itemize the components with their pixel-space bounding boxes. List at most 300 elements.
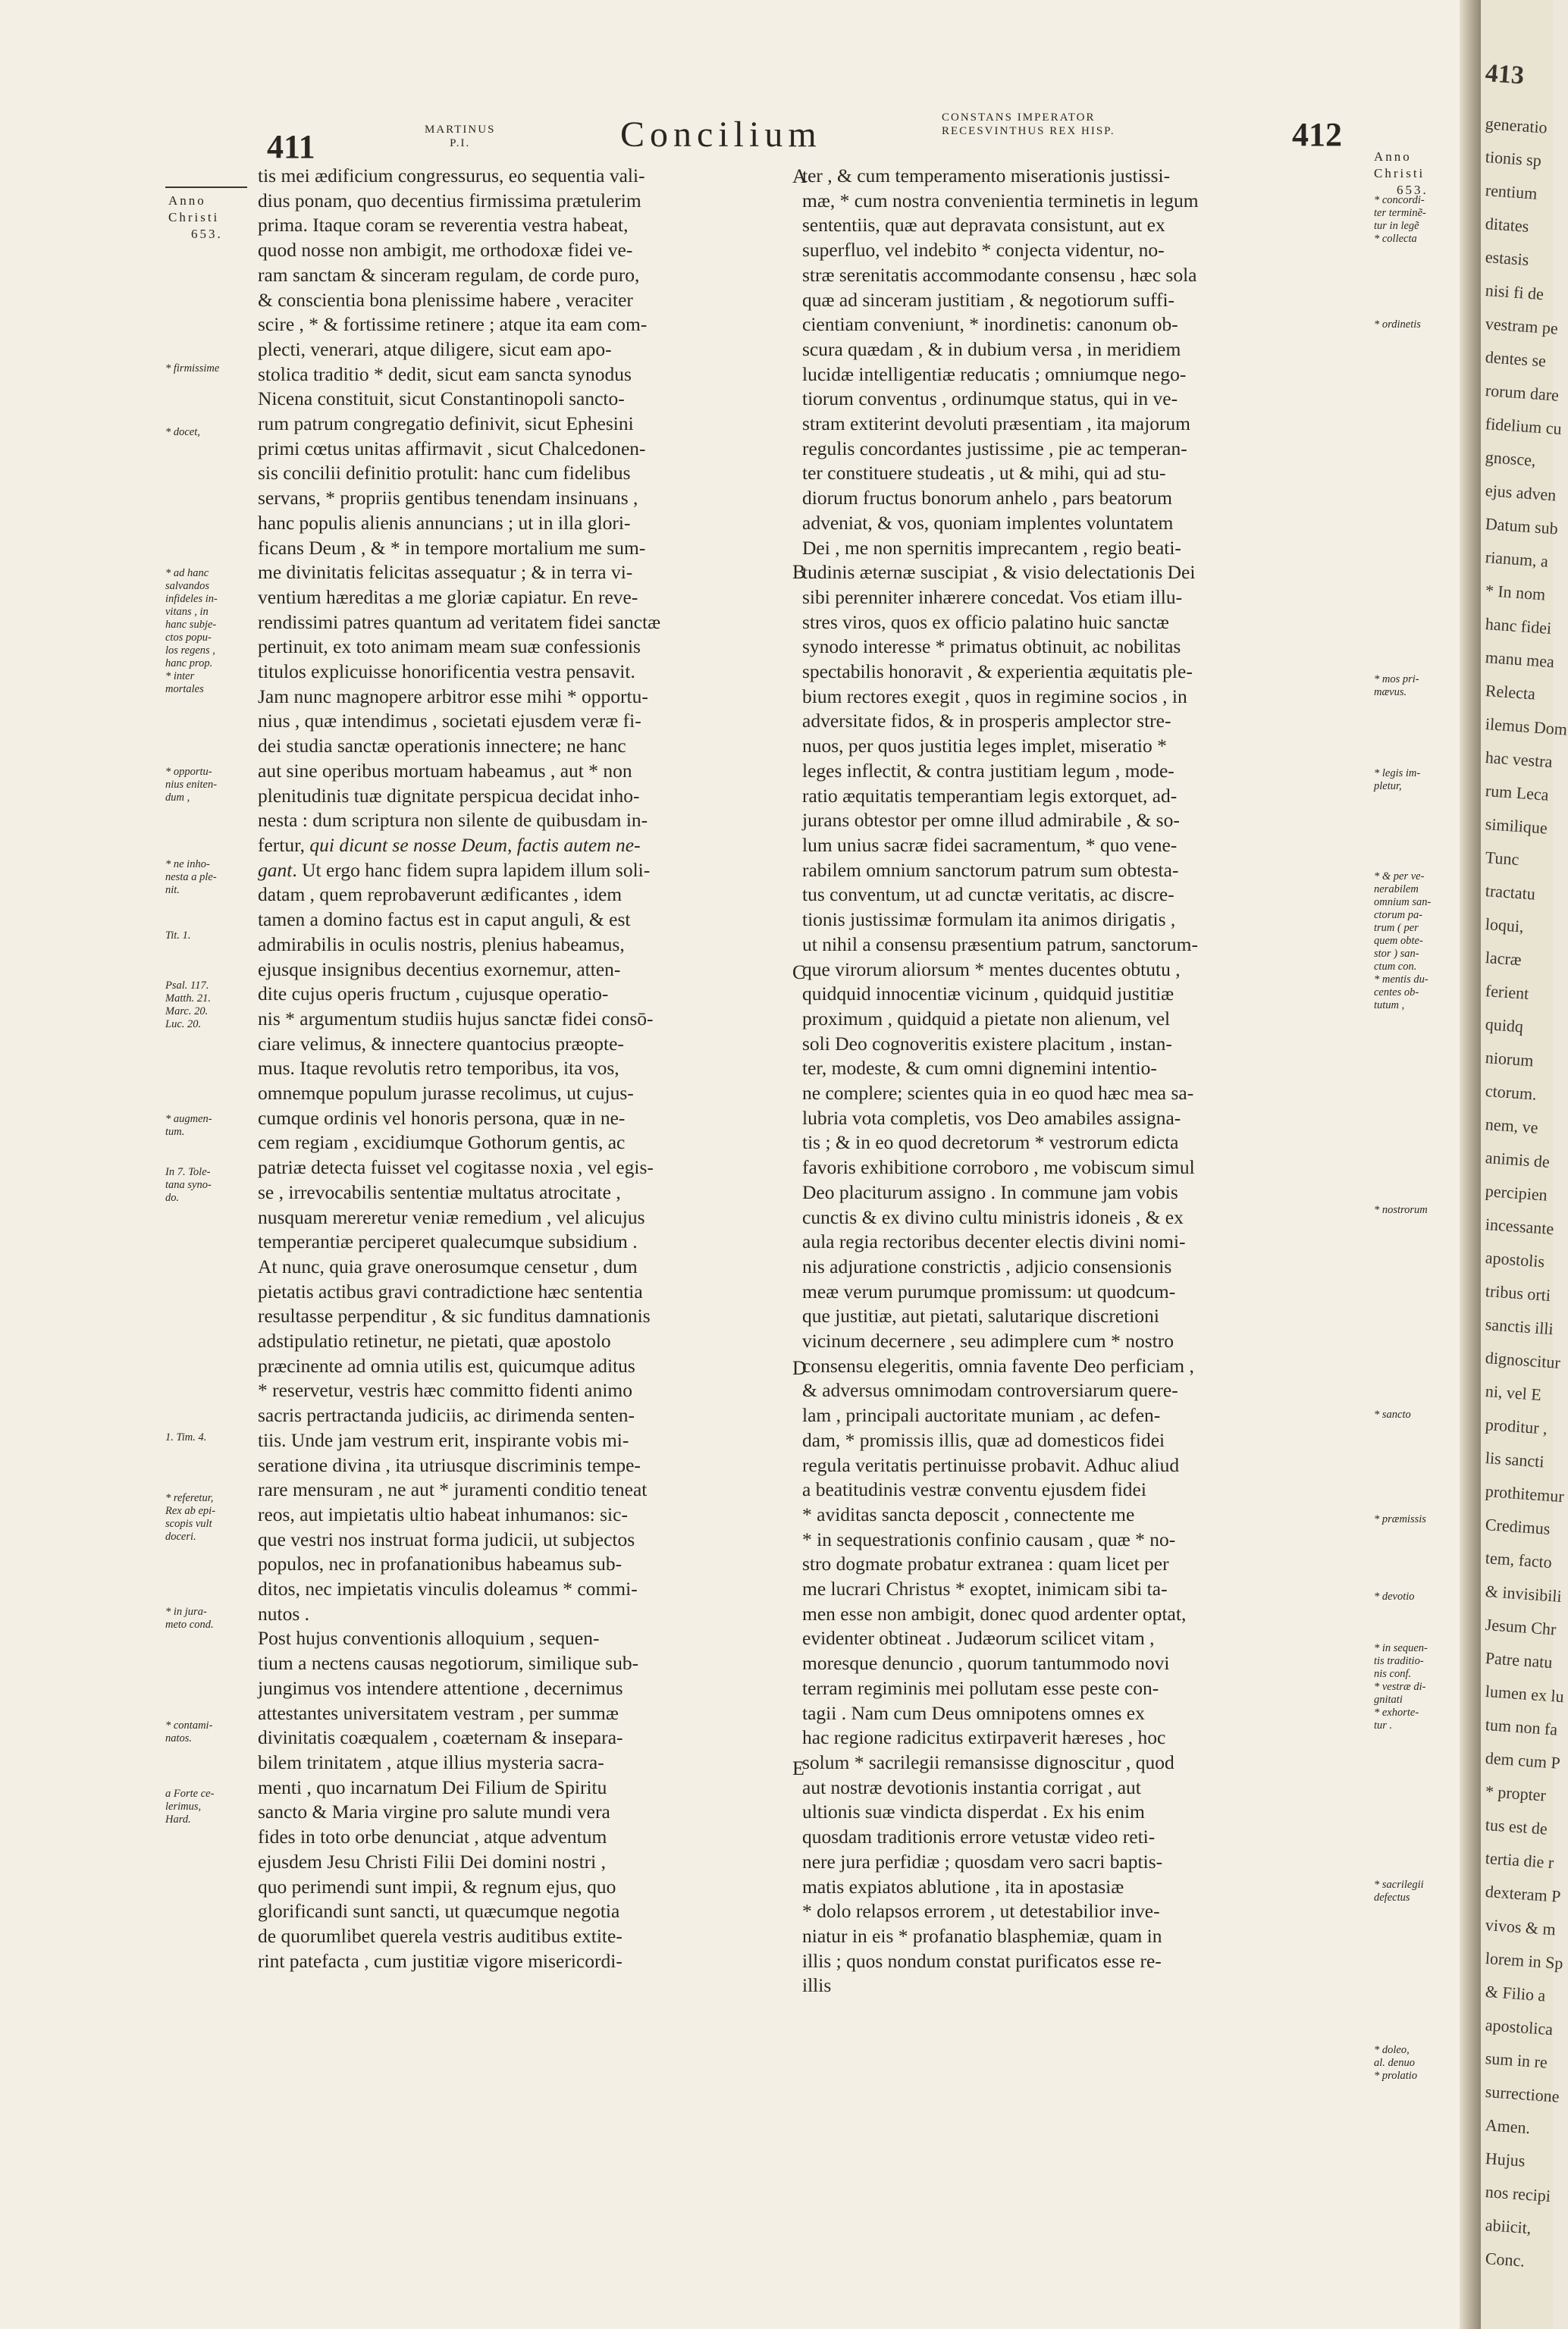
next-page-fragment: nisi fi de	[1485, 281, 1544, 304]
text-line: fides in toto orbe denunciat , atque adventum	[258, 1826, 607, 1848]
text-line: sacris pertractanda judiciis, ac dirimenda senten-	[258, 1404, 635, 1427]
text-line: menti , quo incarnatum Dei Filium de Spiritu	[258, 1776, 607, 1798]
text-line: Post hujus conventionis alloquium , sequen-	[258, 1627, 600, 1650]
text-line: ciare velimus, & innectere quantocius præopte-	[258, 1032, 624, 1055]
text-line: ter constituere studeatis , ut & mihi, qui ad stu-	[802, 462, 1166, 484]
margin-note-line: * vestræ di-	[1374, 1681, 1426, 1693]
next-page-fragment: * In nom	[1485, 581, 1547, 604]
margin-note	[165, 1606, 214, 1632]
text-line: attestantes universitatem vestram , per summæ	[258, 1701, 619, 1724]
margin-note-line: * ad hanc	[165, 567, 209, 579]
margin-note-line: * inter	[165, 670, 195, 682]
next-page-fragment: ejus adven	[1485, 481, 1557, 505]
margin-note-line: ctos popu-	[165, 632, 212, 644]
next-page-fragment: hac vestra	[1485, 748, 1554, 772]
edge-page-number: 413	[1484, 59, 1526, 90]
margin-note-line: * docet,	[165, 426, 200, 438]
margin-note-line: quem obte-	[1374, 935, 1423, 947]
margin-note-line: Luc. 20.	[165, 1018, 202, 1030]
margin-note-line: * collecta	[1374, 233, 1417, 245]
text-line: scura quædam , & in dubium versa , in meridiem	[802, 337, 1181, 360]
next-page-fragment: sum in re	[1485, 2048, 1548, 2072]
text-line: terram regiminis mei pollutam esse peste con-	[802, 1676, 1159, 1699]
margin-note-line: mævus.	[1374, 686, 1407, 698]
next-page-fragment: quidq	[1485, 1014, 1524, 1036]
text-line: ram sanctam & sinceram regulam, de corde puro,	[258, 263, 640, 286]
text-line: cumque ordinis vel honoris persona, quæ in ne-	[258, 1106, 626, 1129]
margin-note-line: * nostrorum	[1374, 1204, 1428, 1216]
text-line: tiorum conventus , ordinumque status, qui in ve-	[802, 387, 1178, 410]
year-line: Anno	[1374, 149, 1412, 164]
margin-note-line: nius eniten-	[165, 779, 218, 791]
next-page-fragment: * propter	[1485, 1782, 1547, 1805]
text-line: cem regiam , excidiumque Gothorum gentis, ac	[258, 1131, 626, 1154]
header-rule	[165, 187, 247, 188]
text-line: datam , quem reprobaverunt ædificantes , idem	[258, 883, 622, 906]
margin-note-line: defectus	[1374, 1892, 1410, 1904]
text-line: sis concilii definitio protulit: hanc cum fidelibus	[258, 462, 631, 484]
text-line: que vestri nos instruat forma judicii, ut subjectos	[258, 1528, 635, 1550]
text-line: resultasse perpenditur , & sic funditus damnationis	[258, 1305, 651, 1327]
text-line: ut nihil a consensu præsentium patrum, sanctorum-	[802, 933, 1198, 955]
next-page-fragment: & invisibili	[1485, 1581, 1563, 1606]
text-line: bium rectores exegit , quos in regimine socios , in	[802, 685, 1187, 707]
next-page-fragment: surrectione	[1485, 2082, 1560, 2106]
text-line: præcinente ad omnia utilis est, quicumque aditus	[258, 1354, 635, 1377]
next-page-fragment: gnosce,	[1485, 447, 1537, 470]
text-line: se , irrevocabilis sententiæ multatus atrocitate ,	[258, 1180, 621, 1203]
next-page-fragment: Datum sub	[1485, 514, 1559, 538]
text-line: pertinuit, ex toto animam meam suæ confessionis	[258, 635, 641, 658]
next-page-fragment: Hujus	[1485, 2149, 1526, 2171]
margin-note-line: In 7. Tole-	[165, 1166, 211, 1178]
text-line: ratio æquitatis temperantiam legis extorquet, ad-	[802, 784, 1178, 807]
text-line: rare mensuram , ne aut * juramenti conditio teneat	[258, 1478, 648, 1501]
next-page-fragment: lumen ex lu	[1485, 1682, 1565, 1707]
margin-note-line: tutum ,	[1374, 999, 1405, 1011]
book-gutter	[1460, 0, 1481, 2329]
margin-note	[165, 1431, 206, 1444]
text-line: consensu elegeritis, omnia favente Deo perficiam ,	[802, 1354, 1194, 1377]
text-line: Nicena constituit, sicut Constantinopoli sancto-	[258, 387, 625, 410]
next-page-fragment: ditates	[1485, 214, 1530, 236]
text-line: tium a nectens causas negotiorum, similique sub-	[258, 1652, 639, 1675]
margin-note	[1374, 767, 1420, 793]
text-line: ne complere; scientes quia in eo quod hæc mea sa-	[802, 1082, 1194, 1105]
margin-note-line: * mentis du-	[1374, 973, 1428, 986]
text-line: * in sequestrationis confinio causam , quæ * no-	[802, 1528, 1176, 1550]
right-running-head	[942, 111, 1115, 138]
text-line: hanc populis alienis annuncians ; ut in illa glori-	[258, 511, 631, 534]
margin-note-line: * mos pri-	[1374, 673, 1419, 685]
text-line: divinitatis coæqualem , coæternam & insepara-	[258, 1726, 623, 1749]
text-line: ter , & cum temperamento miserationis justissi-	[802, 165, 1171, 187]
margin-note	[165, 426, 200, 439]
margin-note	[1374, 1879, 1424, 1904]
text-line: Dei , me non spernitis imprecantem , regio beati-	[802, 536, 1181, 559]
margin-note	[1374, 1642, 1428, 1732]
next-page-fragment: generatio	[1485, 114, 1548, 137]
next-page-fragment: sanctis illi	[1485, 1315, 1554, 1339]
text-line: que virorum aliorsum * mentes ducentes obtutu ,	[802, 958, 1181, 980]
margin-note-line: scopis vult	[165, 1518, 212, 1530]
text-line: tamen a domino factus est in caput anguli, & est	[258, 908, 631, 931]
year-line: 653.	[1397, 183, 1428, 197]
margin-note-line: meto cond.	[165, 1619, 214, 1631]
text-line: & adversus omnimodam controversiarum quere-	[802, 1379, 1178, 1402]
next-page-fragment: vestram pe	[1485, 314, 1559, 338]
margin-note-line: nerabilem	[1374, 883, 1419, 895]
text-line: adversitate fidos, & in prosperis amplector stre-	[802, 710, 1171, 732]
text-line: cunctis & ex divino cultu ministris idoneis , & ex	[802, 1205, 1184, 1228]
margin-note-line: * firmissime	[165, 362, 220, 375]
next-page-fragment: ctorum.	[1485, 1081, 1538, 1104]
next-page-fragment: nos recipi	[1485, 2182, 1551, 2205]
text-line: tis ; & in eo quod decretorum * vestrorum edicta	[802, 1131, 1179, 1154]
margin-note-line: los regens ,	[165, 644, 215, 657]
margin-note	[1374, 318, 1421, 331]
text-line: tionis justissimæ formulam ita animos dirigatis ,	[802, 908, 1176, 931]
margin-note	[165, 1166, 212, 1205]
next-page-fragment: estasis	[1485, 247, 1530, 269]
text-line: nutos .	[258, 1602, 310, 1625]
margin-note-line: pletur,	[1374, 780, 1402, 792]
text-line: ultionis suæ vindicta disperdat . Ex his enim	[802, 1801, 1145, 1823]
text-line: adveniat, & vos, quoniam implentes voluntatem	[802, 511, 1174, 534]
text-line: cientiam conveniunt, * inordinetis: canonum ob-	[802, 313, 1178, 336]
margin-note	[165, 362, 219, 375]
text-line: que justitiæ, aut pietati, salutarique discretioni	[802, 1305, 1159, 1327]
margin-note-line: * & per ve-	[1374, 870, 1425, 882]
margin-note-line: Psal. 117.	[165, 980, 209, 992]
text-line: tus conventum, ut ad cunctæ veritatis, ac discre-	[802, 883, 1174, 906]
next-page-fragment: Patre natu	[1485, 1648, 1554, 1672]
margin-note-line: * ne inho-	[165, 858, 210, 870]
text-line: plenitudinis tuæ dignitate perspicua decidat inho-	[258, 784, 640, 807]
text-line: leges inflectit, & contra justitiam legum , mode-	[802, 759, 1174, 782]
next-page-fragment: loqui,	[1485, 914, 1525, 936]
margin-note-line: trum ( per	[1374, 922, 1419, 934]
text-line: gant. Ut ergo hanc fidem supra lapidem illum soli-	[258, 858, 651, 881]
text-line: Deo placiturum assigno . In commune jam vobis	[802, 1180, 1178, 1203]
margin-note-line: do.	[165, 1192, 180, 1204]
text-line: evidenter obtineat . Judæorum scilicet vitam ,	[802, 1627, 1155, 1650]
next-page-fragment: tum non fa	[1485, 1715, 1559, 1739]
next-page-fragment: Amen.	[1485, 2115, 1532, 2138]
text-line: stro dogmate probatur extranea : quam licet per	[802, 1553, 1169, 1575]
text-line: prima. Itaque coram se reverentia vestra habeat,	[258, 214, 629, 237]
next-page-fragment: ferient	[1485, 981, 1530, 1003]
margin-note	[165, 929, 190, 942]
margin-note	[1374, 194, 1426, 246]
text-line: jungimus vos intendere attentione , decernimus	[258, 1676, 623, 1699]
margin-note-line: * sacrilegii	[1374, 1879, 1424, 1891]
margin-note-line: * referetur,	[165, 1492, 214, 1504]
next-page-fragment: vivos & m	[1485, 1915, 1557, 1939]
text-line: dius ponam, quo decentius firmissima prætulerim	[258, 189, 641, 212]
year-line: Anno	[168, 193, 206, 208]
text-line: quidquid innocentiæ vicinum , quidquid justitiæ	[802, 983, 1174, 1005]
text-line: lam , principali auctoritate muniam , ac defen-	[802, 1404, 1161, 1427]
next-page-edge	[1481, 0, 1568, 2329]
text-line: illis ; quos nondum constat purificatos esse re-	[802, 1949, 1162, 1972]
running-head-line: RECESVINTHUS REX HISP.	[942, 125, 1115, 137]
next-page-fragment: niorum	[1485, 1048, 1535, 1070]
margin-note	[165, 1719, 212, 1745]
left-margin-year-block	[168, 193, 223, 243]
margin-note-line: tur .	[1374, 1719, 1393, 1732]
text-line: dam, * promissis illis, quæ ad domesticos fidei	[802, 1428, 1165, 1451]
next-page-fragment: animis de	[1485, 1148, 1551, 1171]
text-line: patriæ detecta fuisset vel cogitasse noxia , vel egis-	[258, 1156, 654, 1179]
text-line: nusquam mereretur veniæ remedium , vel alicujus	[258, 1205, 645, 1228]
next-page-fragment: rianum, a	[1485, 547, 1549, 571]
margin-note-line: Matth. 21.	[165, 992, 212, 1005]
text-line: populos, nec in profanationibus habeamus sub-	[258, 1553, 622, 1575]
text-line: tudinis æternæ suscipiat , & visio delectationis Dei	[802, 561, 1196, 584]
text-line: stræ serenitatis accommodante consensu , hæc sola	[802, 263, 1197, 286]
text-line: stolica traditio * dedit, sicut eam sancta synodus	[258, 362, 632, 385]
section-letter: E	[792, 1757, 804, 1779]
margin-note	[165, 858, 217, 897]
text-line: ficans Deum , & * in tempore mortalium me sum-	[258, 536, 646, 559]
margin-note-line: al. denuo	[1374, 2057, 1415, 2069]
text-line: solum * sacrilegii remansisse dignoscitur , quod	[802, 1751, 1174, 1773]
text-line: a beatitudinis vestræ conventu ejusdem fidei	[802, 1478, 1146, 1501]
text-line: temperantiæ perciperet qualecumque subsidium .	[258, 1230, 638, 1253]
text-line: regulis concordantes justissime , pie ac temperan-	[802, 437, 1187, 459]
next-page-fragment: nem, ve	[1485, 1114, 1539, 1137]
text-line: admirabilis in oculis nostris, plenius habeamus,	[258, 933, 625, 955]
next-page-fragment: hanc fidei	[1485, 614, 1553, 638]
margin-note-line: * doleo,	[1374, 2044, 1410, 2056]
margin-note	[165, 766, 217, 804]
running-head-line: CONSTANS IMPERATOR	[942, 111, 1096, 124]
margin-note-line: a Forte ce-	[165, 1788, 215, 1800]
text-line: hac regione radicitus extirpaverit hæreses , hoc	[802, 1726, 1166, 1749]
text-line: nius , quæ intendimus , societati ejusdem veræ fi-	[258, 710, 641, 732]
next-page-fragment: apostolica	[1485, 2015, 1554, 2039]
next-page-fragment: ilemus Dom	[1485, 714, 1568, 739]
margin-note-line: * opportu-	[165, 766, 212, 778]
next-page-fragment: tribus orti	[1485, 1281, 1551, 1305]
next-page-fragment: rentium	[1485, 180, 1538, 203]
text-line: quod nosse non ambigit, me orthodoxæ fidei ve-	[258, 239, 633, 262]
text-line: matis expiatos ablutione , ita in apostasiæ	[802, 1875, 1124, 1898]
margin-note-line: Tit. 1.	[165, 929, 191, 942]
text-line: sententiis, quæ aut depravata consistunt, aut ex	[802, 214, 1165, 237]
margin-note-line: centes ob-	[1374, 986, 1419, 998]
margin-note	[165, 1788, 214, 1826]
next-page-fragment: abiicit,	[1485, 2215, 1532, 2238]
margin-note-line: * in sequen-	[1374, 1642, 1428, 1654]
margin-note-line: doceri.	[165, 1531, 196, 1543]
left-page-number: 411	[267, 128, 315, 165]
next-page-fragment: lorem in Sp	[1485, 1948, 1564, 1973]
text-line: * dolo relapsos errorem , ut detestabilior inve-	[802, 1900, 1160, 1923]
text-line: nis * argumentum studiis hujus sanctæ fidei consō-	[258, 1007, 654, 1030]
margin-note-line: hanc prop.	[165, 657, 213, 669]
margin-note-line: tur in legẽ	[1374, 220, 1419, 232]
margin-note-line: * devotio	[1374, 1591, 1415, 1603]
text-line: de quorumlibet querela vestris auditibus extite-	[258, 1924, 622, 1947]
next-page-fragment: Relecta	[1485, 681, 1536, 704]
text-line: meæ verum purumque promissum: ut quodcum-	[802, 1280, 1176, 1302]
year-line: 653.	[191, 227, 223, 241]
margin-note	[165, 1492, 215, 1544]
text-line: & conscientia bona plenissime habere , veraciter	[258, 288, 633, 311]
text-line: dei studia sanctæ operationis innectere; ne hanc	[258, 735, 626, 757]
text-line: nis adjuratione constrictis , adjicio consensionis	[802, 1255, 1172, 1277]
margin-note-line: * exhorte-	[1374, 1707, 1419, 1719]
next-page-fragment: tionis sp	[1485, 147, 1542, 171]
text-line: titulos explicuisse honorificentia vestra pensavit.	[258, 660, 635, 683]
right-page-number: 412	[1292, 116, 1342, 153]
text-line: primi cœtus unitas affirmavit , sicut Chalcedonen-	[258, 437, 646, 459]
text-line: ventium hæreditas a me gloriæ capiatur. En reve-	[258, 585, 638, 608]
text-line: rendissimi patres quantum ad veritatem fidei sanctæ	[258, 610, 661, 633]
text-line: nere jura perfidiæ ; quosdam vero sacri baptis-	[802, 1850, 1163, 1873]
text-line: seratione divina , ita utriusque discriminis tempe-	[258, 1453, 641, 1476]
next-page-fragment: apostolis	[1485, 1248, 1545, 1271]
next-page-fragment: tertia die r	[1485, 1848, 1555, 1873]
text-line: aut nostræ devotionis instantia corrigat , aut	[802, 1776, 1141, 1798]
margin-note-line: * augmen-	[165, 1113, 212, 1125]
year-line: Christi	[168, 210, 220, 224]
text-line: ejusdem Jesu Christi Filii Dei domini nostri ,	[258, 1850, 606, 1873]
margin-note-line: ter terminẽ-	[1374, 207, 1426, 219]
margin-note-line: tum.	[165, 1126, 185, 1138]
margin-note	[1374, 2044, 1417, 2083]
section-letter: A	[792, 165, 807, 187]
year-line: Christi	[1374, 166, 1425, 180]
text-line: proximum , quidquid a pietate non alienum, vel	[802, 1007, 1171, 1030]
next-page-fragment: dexteram P	[1485, 1882, 1562, 1906]
text-line: me divinitatis felicitas assequatur ; & in terra vi-	[258, 561, 633, 584]
margin-note-line: salvandos	[165, 580, 209, 592]
text-line: soli Deo cognoveritis existere placitum , instan-	[802, 1032, 1172, 1055]
next-page-fragment: proditur ,	[1485, 1415, 1548, 1438]
next-page-fragment: tus est de	[1485, 1815, 1548, 1838]
margin-note-line: Hard.	[165, 1813, 191, 1826]
section-letter: D	[792, 1357, 807, 1379]
text-line: lucidæ intelligentiæ reducatis ; omniumque nego-	[802, 362, 1187, 385]
margin-note-line: * præmissis	[1374, 1513, 1426, 1525]
text-line: regula veritatis pertinuisse probavit. Adhuc aliud	[802, 1453, 1180, 1476]
next-page-fragment: rorum dare	[1485, 381, 1560, 405]
text-line: nuos, per quos justitia leges implet, miseratio *	[802, 735, 1167, 757]
margin-note-line: * legis im-	[1374, 767, 1421, 779]
next-page-fragment: tem, facto	[1485, 1548, 1553, 1572]
text-line: rabilem omnium sanctorum patrum sum obtesta-	[802, 858, 1179, 881]
text-line: stres viros, quos ex officio palatino huic sanctæ	[802, 610, 1169, 633]
margin-note-line: * ordinetis	[1374, 318, 1421, 331]
next-page-fragment: Tunc	[1485, 848, 1520, 870]
text-line: nesta : dum scriptura non silente de quibusdam in-	[258, 809, 648, 832]
margin-note-line: vitans , in	[165, 606, 209, 618]
margin-note-line: hanc subje-	[165, 619, 217, 631]
margin-note	[1374, 1513, 1426, 1526]
text-line: Jam nunc magnopere arbitror esse mihi * opportu-	[258, 685, 648, 707]
text-line: moresque denuncio , quorum tantummodo novi	[802, 1652, 1170, 1675]
margin-note-line: tis traditio-	[1374, 1655, 1424, 1667]
margin-note-line: * contami-	[165, 1719, 213, 1732]
margin-note-line: nis conf.	[1374, 1668, 1412, 1680]
section-letter: B	[792, 561, 806, 583]
text-line: men esse non ambigit, donec quod ardenter optat,	[802, 1602, 1187, 1625]
text-line: tagii . Nam cum Deus omnipotens omnes ex	[802, 1701, 1145, 1724]
margin-note-line: gnitati	[1374, 1694, 1403, 1706]
text-line: spectabilis honoravit , & experientia æquitatis ple-	[802, 660, 1193, 683]
text-line: scire , * & fortissime retinere ; atque ita eam com-	[258, 313, 648, 336]
text-line: niatur in eis * profanatio blasphemiæ, quam in	[802, 1924, 1162, 1947]
margin-note-line: * prolatio	[1374, 2070, 1418, 2082]
text-line: adstipulatio retinetur, ne pietati, quæ apostolo	[258, 1330, 611, 1353]
text-line: fertur, qui dicunt se nosse Deum, factis autem ne-	[258, 833, 641, 856]
margin-note-line: Rex ab epi-	[165, 1505, 216, 1517]
next-page-fragment: dem cum P	[1485, 1748, 1561, 1773]
text-line: sibi perenniter inhærere concedat. Vos etiam illu-	[802, 585, 1183, 608]
next-page-fragment: manu mea	[1485, 647, 1555, 672]
page-title: Concilium	[620, 114, 822, 155]
text-line: synodo interesse * primatus obtinuit, ac nobilitas	[802, 635, 1181, 658]
right-margin-year-block	[1374, 149, 1428, 199]
next-page-fragment: & Filio a	[1485, 1982, 1547, 2005]
next-page-fragment: similique	[1485, 814, 1548, 838]
margin-note	[165, 980, 211, 1031]
text-line: plecti, venerari, atque diligere, sicut eam apo-	[258, 337, 612, 360]
text-line: diorum fructus bonorum anhelo , pars beatorum	[802, 487, 1172, 509]
text-line: ter, modeste, & cum omni dignemini intentio-	[802, 1057, 1157, 1080]
margin-note-line: 1. Tim. 4.	[165, 1431, 207, 1443]
next-page-fragment: lacræ	[1485, 948, 1523, 970]
text-line: reos, aut impietatis ultio habeat inhumanos: sic-	[258, 1503, 628, 1525]
next-page-fragment: Jesum Chr	[1485, 1615, 1557, 1639]
text-line: mus. Itaque revolutis retro temporibus, ita vos,	[258, 1057, 619, 1080]
text-line: tiis. Unde jam vestrum erit, inspirante vobis mi-	[258, 1428, 629, 1451]
text-line: tis mei ædificium congressurus, eo sequentia vali-	[258, 165, 645, 187]
next-page-fragment: percipien	[1485, 1181, 1548, 1205]
text-line: aut sine operibus mortuam habeamus , aut * non	[258, 759, 632, 782]
text-line: At nunc, quia grave onerosumque censetur , dum	[258, 1255, 638, 1277]
text-line: stram extiterint devoluti præsentiam , ita majorum	[802, 412, 1191, 435]
margin-note	[165, 1113, 212, 1139]
next-page-fragment: Credimus	[1485, 1515, 1551, 1538]
text-line: bilem trinitatem , atque illius mysteria sacra-	[258, 1751, 604, 1773]
margin-note	[1374, 673, 1419, 699]
running-head-line: P.I.	[450, 137, 471, 149]
text-line: favoris exhibitione corroboro , me vobiscum simul	[802, 1156, 1195, 1179]
left-running-head	[425, 123, 495, 150]
margin-note-line: nit.	[165, 884, 180, 896]
text-line: illis	[802, 1974, 832, 1997]
text-line: lubria vota completis, vos Deo amabiles assigna-	[802, 1106, 1181, 1129]
margin-note-line: stor ) san-	[1374, 948, 1419, 960]
margin-note	[165, 567, 218, 696]
next-page-fragment: dentes se	[1485, 347, 1547, 371]
text-line: pietatis actibus gravi contradictione hæc sententia	[258, 1280, 643, 1302]
text-line: rum patrum congregatio definivit, sicut Ephesini	[258, 412, 634, 435]
next-page-fragment: ni, vel E	[1485, 1381, 1542, 1405]
margin-note-line: omnium san-	[1374, 896, 1432, 908]
margin-note-line: dum ,	[165, 791, 190, 804]
margin-note-line: infideles in-	[165, 593, 218, 605]
next-page-fragment: Conc.	[1485, 2249, 1526, 2271]
text-line: superfluo, vel indebito * conjecta videntur, no-	[802, 239, 1165, 262]
text-line: vicinum decernere , seu adimplere cum * nostro	[802, 1330, 1174, 1353]
text-line: sancto & Maria virgine pro salute mundi vera	[258, 1801, 610, 1823]
text-line: servans, * propriis gentibus tenendam insinuans ,	[258, 487, 638, 509]
